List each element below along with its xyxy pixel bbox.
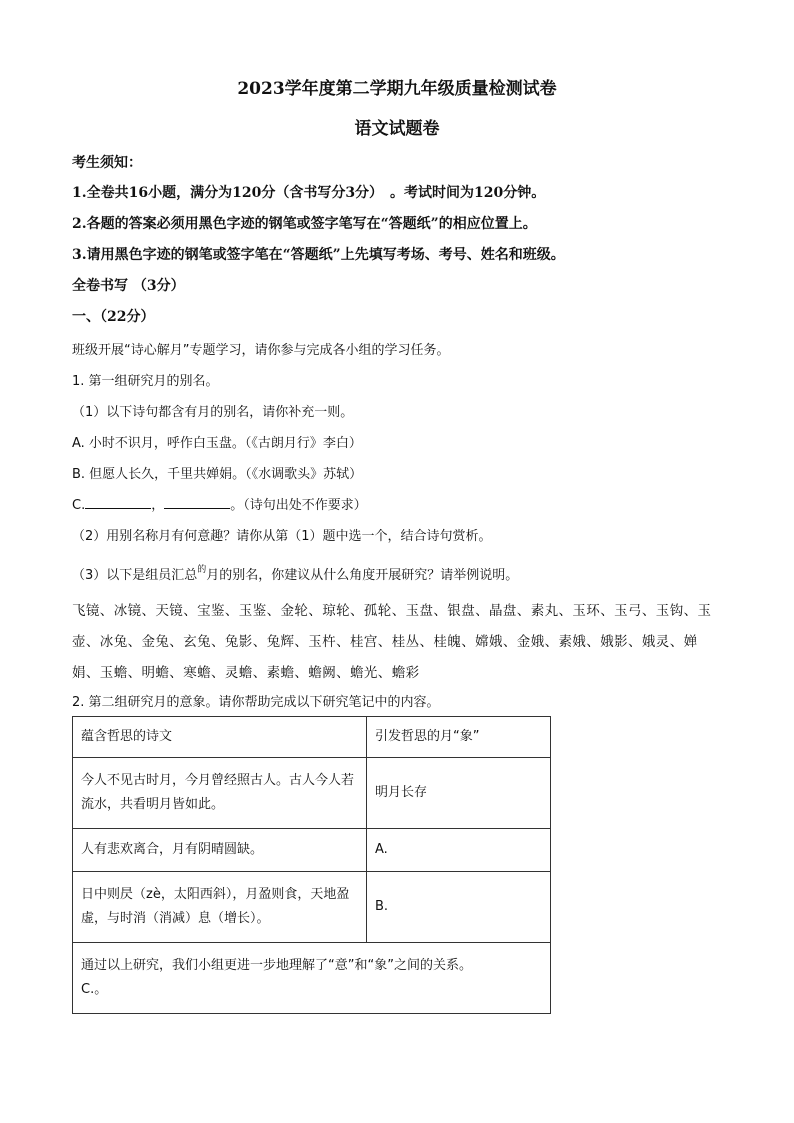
writing-score: 全卷书写 （3分）: [72, 278, 185, 294]
section-one-heading: 一、（22分）: [72, 309, 155, 325]
notice-item-1: 1.全卷共16小题，满分为120分（含书写分3分） 。考试时间为120分钟。: [72, 185, 546, 201]
question-1-3-part2: 月的别名，你建议从什么角度开展研究？请举例说明。: [206, 568, 519, 583]
table-cell-poem-1: 今人不见古时月，今月曾经照古人。古人今人若流水，共看明月皆如此。: [73, 758, 367, 829]
table-row: [73, 872, 551, 943]
notice-item-2: 2.各题的答案必须用黑色字迹的钢笔或签字笔写在“答题纸”的相应位置上。: [72, 216, 537, 232]
exam-title: 2023学年度第二学期九年级质量检测试卷: [237, 79, 557, 99]
table-cell-image-2[interactable]: A.: [367, 829, 551, 872]
question-1-3-part1: （3）以下是组员汇总: [72, 568, 198, 583]
question-1-1: （1）以下诗句都含有月的别名，请你补充一则。: [72, 405, 354, 420]
option-a: A. 小时不识月，呼作白玉盘。（《古朗月行》李白）: [72, 436, 362, 451]
question-1: 1. 第一组研究月的别名。: [72, 374, 219, 389]
table-footer-cell: [73, 943, 551, 1014]
table-footer-line-1: 通过以上研究，我们小组更进一步地理解了“意”和“象”之间的关系。: [81, 958, 472, 973]
option-c: [72, 494, 367, 513]
answer-blank-1[interactable]: [85, 496, 151, 509]
intro-text: 班级开展“诗心解月”专题学习，请你参与完成各小组的学习任务。: [72, 343, 450, 358]
table-header-row: [73, 717, 551, 758]
table-footer-line-2[interactable]: C.。: [81, 982, 108, 997]
question-1-3-ruby: 的: [197, 565, 207, 575]
table-cell-image-3[interactable]: B.: [367, 872, 551, 943]
table-header-images: 引发哲思的月“象”: [367, 717, 551, 758]
research-notes-table: [72, 716, 551, 1014]
table-header-poems: 蕴含哲思的诗文: [73, 717, 367, 758]
table-cell-image-1: 明月长存: [367, 758, 551, 829]
question-1-2: （2）用别名称月有何意趣？请你从第（1）题中选一个，结合诗句赏析。: [72, 529, 492, 544]
option-c-suffix: 。（诗句出处不作要求）: [230, 498, 367, 513]
answer-blank-2[interactable]: [164, 496, 230, 509]
question-2: 2. 第二组研究月的意象。请你帮助完成以下研究笔记中的内容。: [72, 695, 440, 710]
table-footer-row: [73, 943, 551, 1014]
option-b: B. 但愿人长久，千里共婵娟。（《水调歌头》苏轼）: [72, 467, 363, 482]
question-1-3: [72, 564, 518, 583]
notice-heading: 考生须知：: [72, 155, 142, 171]
table-row: [73, 758, 551, 829]
table-row: [73, 829, 551, 872]
notice-item-3: 3.请用黑色字迹的钢笔或签字笔在“答题纸”上先填写考场、考号、姓名和班级。: [72, 247, 565, 263]
option-c-prefix: C.: [72, 498, 86, 513]
option-c-separator: ，: [151, 498, 165, 513]
table-cell-poem-2: 人有悲欢离合，月有阴晴圆缺。: [73, 829, 367, 872]
table-cell-poem-3: 日中则昃（zè，太阳西斜），月盈则食，天地盈虚，与时消（消减）息（增长）。: [73, 872, 367, 943]
exam-subtitle: 语文试题卷: [354, 119, 440, 139]
moon-aliases-list: 飞镜、冰镜、天镜、宝鉴、玉鉴、金轮、琼轮、孤轮、玉盘、银盘、晶盘、素丸、玉环、玉弓、玉钩、玉壶、冰兔、金兔、玄兔、兔影、兔辉、玉杵、桂宫、桂丛、桂魄、嫦娥、金娥、素娥、娥影、娥灵、婵娟、玉蟾、明蟾、寒蟾、灵蟾、素蟾、蟾阙、蟾光、蟾彩: [72, 603, 712, 681]
